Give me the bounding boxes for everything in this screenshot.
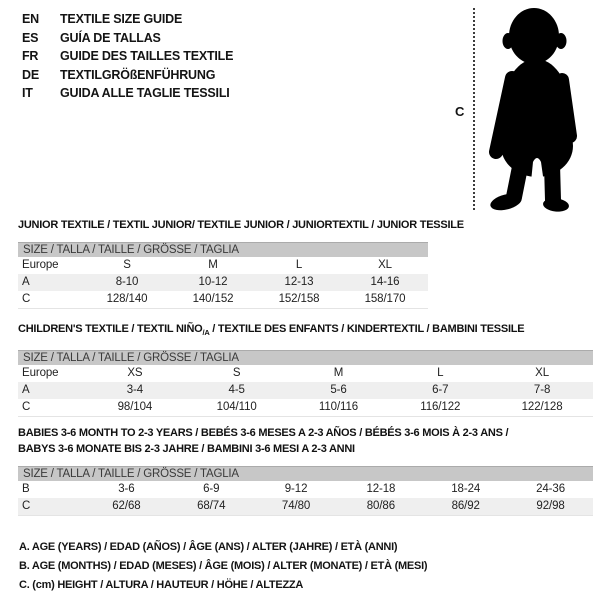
language-row (22, 47, 233, 66)
row-cell: 18-24 (451, 483, 481, 495)
row-cell: 140/152 (192, 293, 234, 305)
language-row (22, 66, 233, 85)
row-cell: 98/104 (117, 401, 153, 414)
row-cell: 92/98 (536, 500, 565, 512)
row-cell: XL (535, 367, 550, 380)
size-section-children (18, 321, 593, 417)
row-cell: 158/170 (364, 293, 406, 305)
language-title-list (22, 10, 233, 103)
measure-legend-notes (19, 538, 427, 596)
language-code: EN (22, 12, 39, 26)
row-cell: XS (127, 367, 143, 380)
section-title-text: / TEXTILE DES ENFANTS / KINDERTEXTIL / BAMBINI TESSILE (209, 323, 525, 335)
section-title-subscript: /A (202, 328, 210, 338)
row-cell: 68/74 (197, 500, 226, 512)
row-cell: 7-8 (533, 384, 551, 397)
row-cell: 6-7 (432, 384, 449, 397)
row-cell: 12-18 (366, 483, 396, 495)
section-title (18, 321, 593, 341)
table-row (18, 257, 428, 274)
row-label: Europe (22, 367, 59, 380)
row-label: C (22, 293, 31, 305)
language-guide-title: GUIDE DES TAILLES TEXTILE (60, 49, 234, 64)
row-cell: 5-6 (330, 384, 347, 397)
row-label: C (22, 500, 31, 512)
row-cell: 24-36 (536, 483, 566, 495)
row-cell: 128/140 (106, 293, 148, 305)
table-row (18, 399, 593, 416)
row-cell: 152/158 (278, 293, 320, 305)
section-title-line: JUNIOR TEXTILE / TEXTIL JUNIOR/ TEXTILE JUNIOR / JUNIORTEXTIL / JUNIOR TESSILE (18, 219, 464, 231)
language-guide-title: TEXTILGRÖßENFÜHRUNG (60, 67, 216, 82)
size-header-bar: SIZE / TALLA / TAILLE / GRÖSSE / TAGLIA (18, 242, 428, 257)
row-cell: 14-16 (370, 276, 400, 288)
row-cell: S (123, 259, 131, 271)
row-cell: 8-10 (115, 276, 139, 288)
row-label: B (22, 483, 30, 495)
table-row (18, 365, 593, 382)
row-label: C (22, 401, 31, 414)
note-line: C. (cm) HEIGHT / ALTURA / HAUTEUR / HÖHE / ALTEZZA (19, 579, 304, 592)
row-cell: 86/92 (451, 500, 480, 512)
row-cell: 10-12 (198, 276, 228, 288)
table-row (18, 382, 593, 399)
language-code: ES (22, 30, 39, 45)
language-code: DE (22, 67, 39, 82)
row-cell: S (232, 367, 241, 380)
row-label: Europe (22, 259, 59, 271)
language-row (22, 10, 233, 29)
row-cell: 104/110 (216, 401, 257, 414)
table-row (18, 291, 428, 308)
row-cell: 62/68 (112, 500, 141, 512)
section-title (18, 217, 464, 233)
size-section-babies (18, 425, 593, 516)
language-code: FR (22, 49, 39, 64)
row-label: A (22, 276, 30, 288)
section-title-line: BABIES 3-6 MONTH TO 2-3 YEARS / BEBÉS 3-6 MESES A 2-3 AÑOS / BÉBÉS 3-6 MOIS À 2-3 ANS / (18, 427, 509, 439)
row-cell: 116/122 (420, 401, 461, 414)
language-row (22, 29, 233, 48)
language-guide-title: GUIDA ALLE TAGLIE TESSILI (60, 86, 230, 101)
section-title-text: CHILDREN'S TEXTILE / TEXTIL NIÑO (18, 323, 203, 335)
row-cell: 110/116 (318, 401, 359, 414)
row-cell: 3-6 (118, 483, 135, 495)
section-title (18, 425, 593, 457)
table-row (18, 274, 428, 291)
row-cell: 9-12 (284, 483, 308, 495)
language-code: IT (22, 86, 33, 101)
row-cell: 12-13 (284, 276, 314, 288)
height-measure-dotted-line (473, 8, 475, 210)
section-title-line: BABYS 3-6 MONATE BIS 2-3 JAHRE / BAMBINI 3-6 MESI A 2-3 ANNI (18, 443, 355, 455)
size-header-bar: SIZE / TALLA / TAILLE / GRÖSSE / TAGLIA (18, 466, 593, 481)
row-cell: 74/80 (281, 500, 311, 512)
size-table (18, 466, 593, 516)
row-cell: 6-9 (203, 483, 220, 495)
row-cell: L (295, 259, 303, 271)
row-cell: M (333, 367, 344, 380)
row-cell: 80/86 (366, 500, 396, 512)
table-row (18, 498, 593, 515)
size-table (18, 350, 593, 417)
size-table (18, 242, 428, 309)
row-cell: M (208, 259, 218, 271)
language-guide-title: GUÍA DE TALLAS (60, 30, 161, 45)
row-cell: L (437, 367, 444, 380)
row-cell: XL (378, 259, 392, 271)
size-section-junior (18, 217, 464, 309)
size-header-bar: SIZE / TALLA / TAILLE / GRÖSSE / TAGLIA (18, 350, 593, 365)
note-line: A. AGE (YEARS) / EDAD (AÑOS) / ÂGE (ANS) / ALTER (JAHRE) / ETÀ (ANNI) (19, 541, 398, 553)
table-row (18, 481, 593, 498)
language-row (22, 84, 233, 103)
height-measure-label: C (455, 104, 465, 119)
row-cell: 4-5 (228, 384, 245, 397)
note-line: B. AGE (MONTHS) / EDAD (MESES) / ÂGE (MOIS) / ALTER (MONATE) / ETÀ (MESI) (19, 560, 428, 573)
language-guide-title: TEXTILE SIZE GUIDE (60, 12, 183, 26)
row-cell: 122/128 (521, 401, 563, 414)
row-cell: 3-4 (126, 384, 144, 397)
toddler-silhouette-image (484, 4, 596, 216)
row-label: A (22, 384, 30, 397)
